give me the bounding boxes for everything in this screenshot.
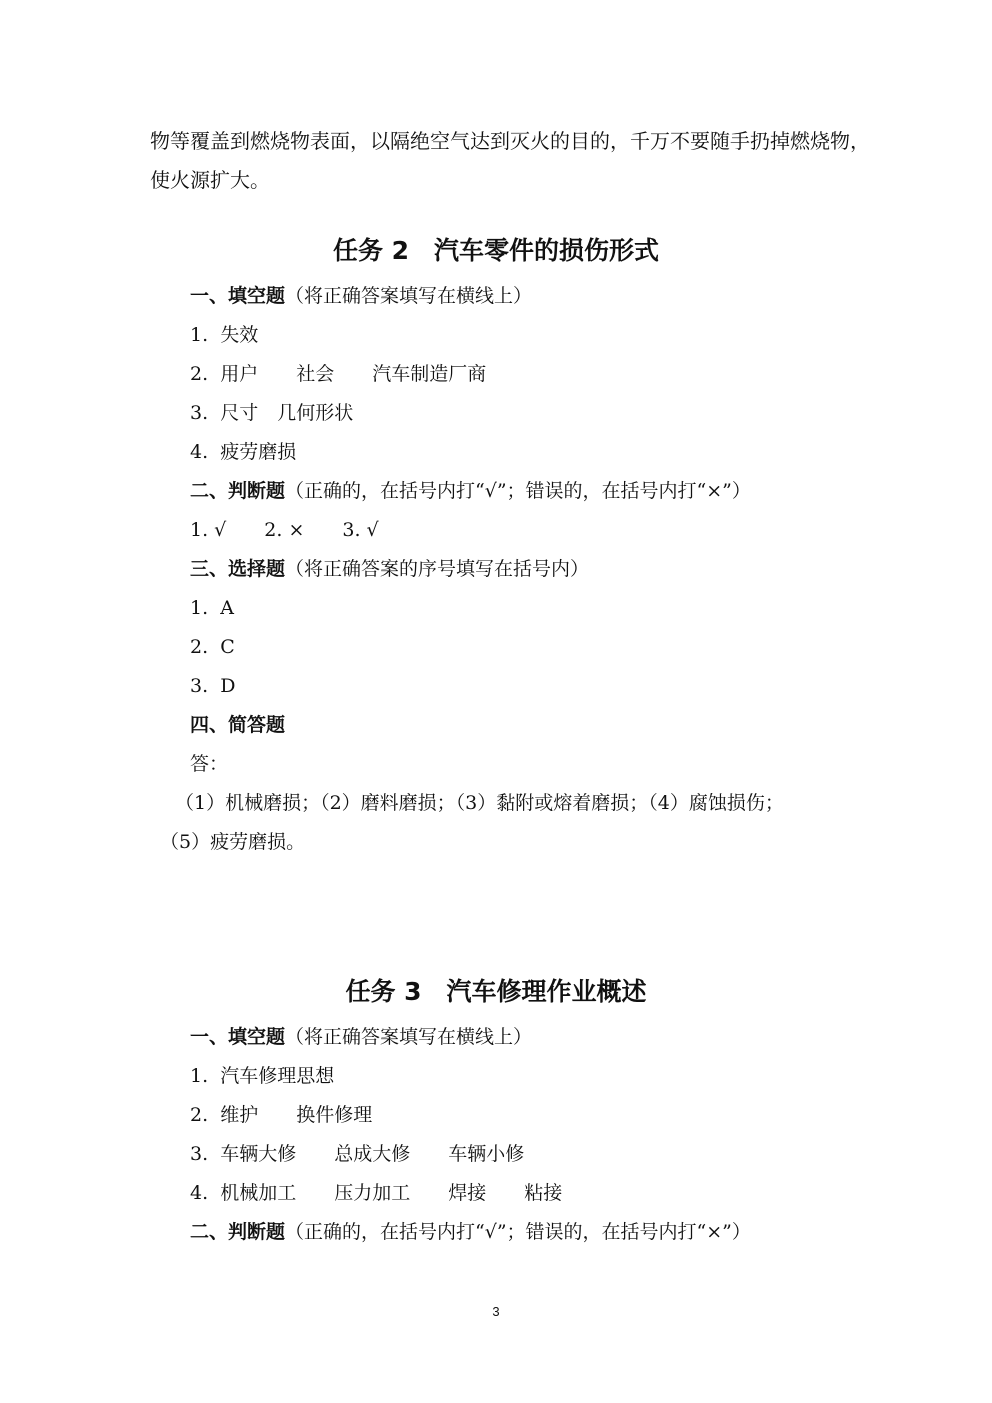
task2-choice-item-1: 1. A <box>190 597 234 619</box>
intro-line-1: 物等覆盖到燃烧物表面，以隔绝空气达到灭火的目的，千万不要随手扔掉燃烧物， <box>150 129 870 153</box>
section-note: （正确的，在括号内打“√”；错误的，在括号内打“×”） <box>285 480 751 502</box>
task2-fill-section <box>190 287 532 306</box>
task2-fill-item-1: 1. 失效 <box>190 324 259 346</box>
task2-choice-section <box>190 560 589 579</box>
section-heading: 三、选择题 <box>190 558 286 580</box>
section-heading: 四、简答题 <box>190 714 286 736</box>
page-number: 3 <box>492 1304 500 1319</box>
task3-title: 任务 3 汽车修理作业概述 <box>345 977 647 1006</box>
task2-short-answer-line-1: （1）机械磨损；（2）磨料磨损；（3）黏附或熔着磨损；（4）腐蚀损伤； <box>175 792 784 814</box>
section-heading: 二、判断题 <box>190 480 286 502</box>
section-heading: 一、填空题 <box>190 285 286 307</box>
section-note: （正确的，在括号内打“√”；错误的，在括号内打“×”） <box>285 1221 751 1243</box>
section-note: （将正确答案的序号填写在括号内） <box>285 558 590 580</box>
task2-choice-item-2: 2. C <box>190 636 235 658</box>
task3-fill-item-3: 3. 车辆大修 总成大修 车辆小修 <box>190 1143 525 1165</box>
task2-fill-item-3: 3. 尺寸 几何形状 <box>190 402 354 424</box>
task3-fill-item-4: 4. 机械加工 压力加工 焊接 粘接 <box>190 1182 563 1204</box>
task2-judge-answers: 1. √ 2. × 3. √ <box>190 519 379 541</box>
task2-fill-item-2: 2. 用户 社会 汽车制造厂商 <box>190 363 487 385</box>
section-note: （将正确答案填写在横线上） <box>285 1026 533 1048</box>
section-note: （将正确答案填写在横线上） <box>285 285 533 307</box>
task2-title: 任务 2 汽车零件的损伤形式 <box>332 236 660 265</box>
task2-choice-item-3: 3. D <box>190 675 236 697</box>
task2-judge-section <box>190 482 751 501</box>
task3-judge-section <box>190 1223 751 1242</box>
section-heading: 二、判断题 <box>190 1221 286 1243</box>
task2-short-answer-label: 答： <box>190 753 229 775</box>
task3-fill-section <box>190 1028 532 1047</box>
task2-short-section <box>190 716 285 735</box>
intro-line-2: 使火源扩大。 <box>150 168 270 192</box>
task2-fill-item-4: 4. 疲劳磨损 <box>190 441 297 463</box>
task3-fill-item-1: 1. 汽车修理思想 <box>190 1065 335 1087</box>
section-heading: 一、填空题 <box>190 1026 286 1048</box>
task3-fill-item-2: 2. 维护 换件修理 <box>190 1104 373 1126</box>
task2-short-answer-line-2: （5）疲劳磨损。 <box>160 831 306 853</box>
